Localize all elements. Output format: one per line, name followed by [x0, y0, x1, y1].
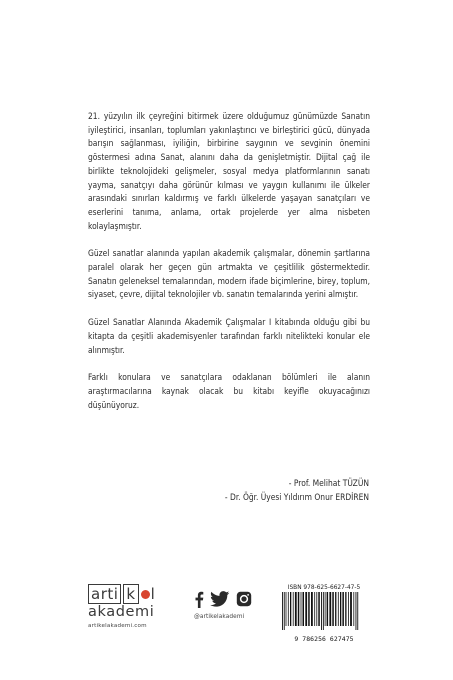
barcode-bar [342, 592, 344, 626]
social-handle: @artikelakademi [194, 614, 245, 620]
barcode-bar [340, 592, 341, 626]
barcode-bar [332, 592, 334, 626]
barcode-bar [316, 592, 317, 626]
barcode-bar [298, 592, 300, 626]
paragraph-3: Güzel Sanatlar Alanında Akademik Çalışmalar I kitabında olduğu gibi bu kitapta da çeşitli akademisyenler tarafından farklı nitelikteki konular ele alınmıştır. [88, 317, 370, 355]
facebook-icon [194, 591, 204, 608]
barcode-bar [345, 592, 346, 626]
barcode-bar [327, 592, 329, 626]
isbn-barcode [278, 583, 370, 643]
publisher-url: artikelakademi.com [88, 623, 147, 629]
barcode-bar [286, 592, 287, 626]
logo-wordmark: arti k l [88, 586, 176, 602]
barcode-bar [308, 592, 310, 626]
barcode-bar [282, 592, 283, 630]
signature-1: - Prof. Melihat TÜZÜN [288, 478, 369, 488]
footer [88, 580, 378, 643]
barcode-bar [350, 592, 352, 626]
isbn-label: ISBN 978-625-6627-47-5 [287, 583, 361, 591]
signature-2: - Dr. Öğr. Üyesi Yıldırım Onur ERDİREN [224, 491, 369, 502]
logo-subline: akademi [88, 604, 155, 620]
paragraph-4: Farklı konulara ve sanatçılara odaklanan bölümleri ile alanın araştırmacılarına kaynak olacak bu kitabı keyifle okuyacağınızı düşünüyoruz. [88, 372, 370, 410]
barcode-icon [278, 592, 370, 630]
barcode-bar [338, 592, 339, 626]
twitter-icon [210, 591, 230, 607]
barcode-bar [323, 592, 324, 630]
signatures [149, 477, 369, 504]
barcode-bar [288, 592, 289, 626]
barcode-bar [318, 592, 320, 626]
barcode-bar [325, 592, 326, 626]
barcode-bar [311, 592, 313, 626]
logo-dot-icon [141, 590, 150, 599]
barcode-bar [290, 592, 291, 626]
barcode-bar [321, 592, 322, 630]
barcode-bar [295, 592, 297, 626]
paragraph-1: 21. yüzyılın ilk çeyreğini bitirmek üzere olduğumuz günümüzde Sanatın iyileştirici, insanları, toplumları yakınlaştırıcı ve birleştirici gücü, dünyada barışın sağlanması, iyiliğin, birbirine saygının ve sevginin önemini göstermesi adına Sanat, alanını daha da genişletmiştir. Dijital çağ ile birlikte teknolojideki gelişmeler, sosyal medya platformlarının sanatı yayma, sanatçıyı daha görünür kılması ve yaygın kullanımı ile ülkeler arasındaki sınırları kaldırmış ve farklı ülkelerde yaşayan sanatçıları ve eserlerini tanıma, anlama, ortak projelerde yer alma nisbeten kolaylaşmıştır. [88, 111, 370, 231]
barcode-bar [303, 592, 305, 626]
barcode-bar [356, 592, 357, 630]
barcode-bar [293, 592, 294, 626]
publisher-logo [88, 586, 176, 629]
instagram-icon [236, 591, 252, 607]
barcode-bar [335, 592, 336, 626]
barcode-bar [314, 592, 315, 626]
barcode-bar [357, 592, 358, 630]
barcode-bar [284, 592, 285, 630]
cover-text [88, 110, 370, 426]
barcode-bar [329, 592, 331, 626]
barcode-digits: 9 786256 627475 [294, 635, 354, 643]
barcode-bar [348, 592, 349, 626]
paragraph-2: Güzel sanatlar alanında yapılan akademik çalışmalar, dönemin şartlarına paralel olarak her geçen gün artmakta ve çeşitlilik göstermektedir. Sanatın geleneksel temalarından, modern ifade biçimlerine, birey, toplum, siyaset, çevre, dijital teknolojiler vb. sanatın temalarında yerini almıştır. [88, 248, 370, 300]
social-block [194, 590, 264, 620]
barcode-bar [305, 592, 307, 626]
barcode-bar [353, 592, 354, 626]
barcode-bar [301, 592, 302, 626]
